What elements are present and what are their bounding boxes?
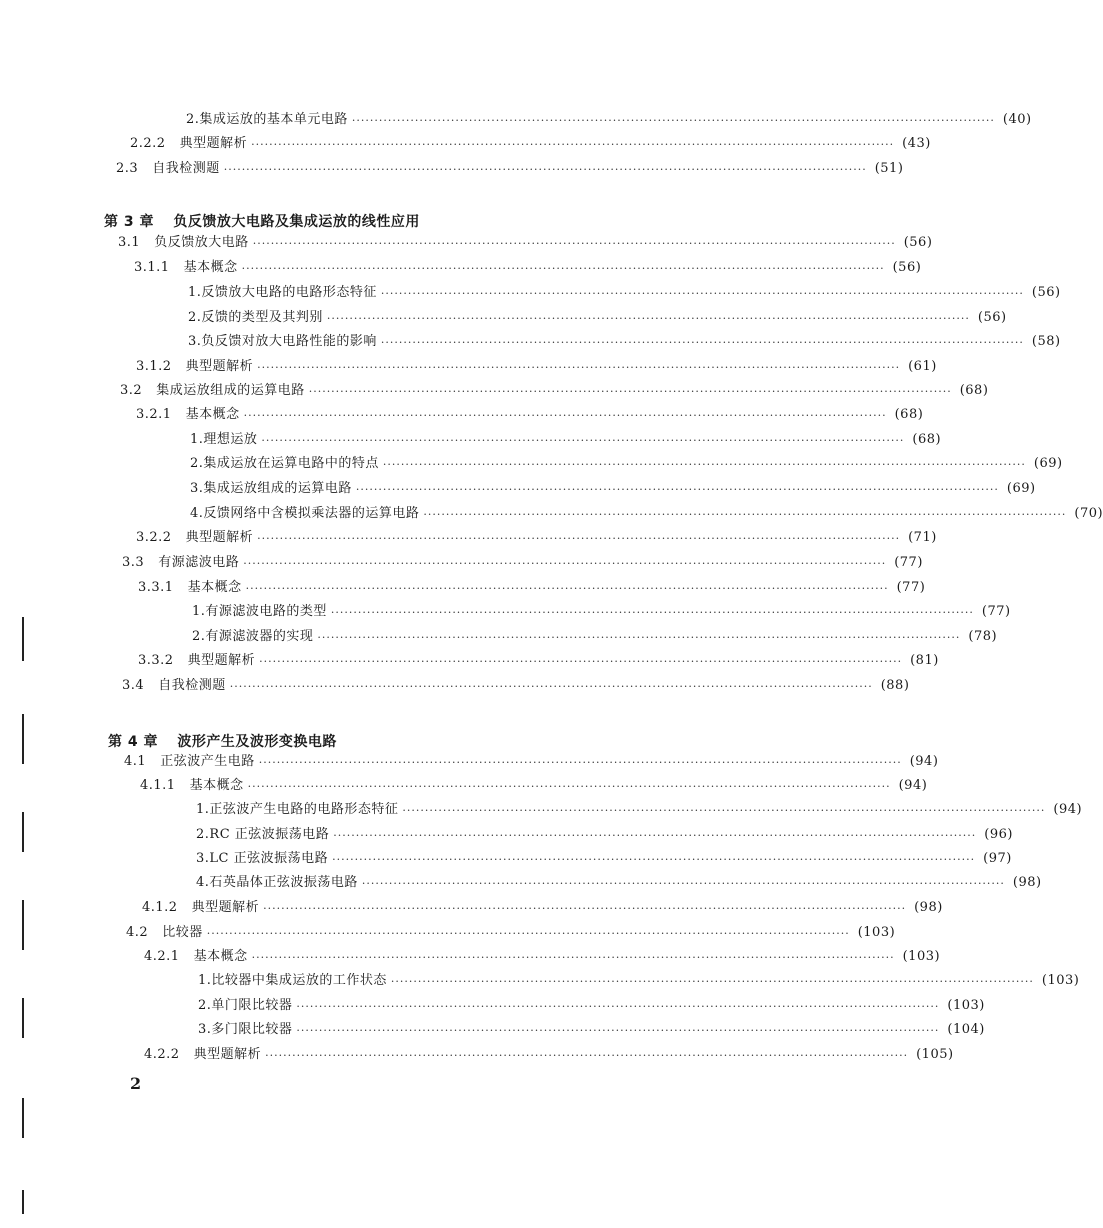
toc-entry-title: 1.有源滤波电路的类型 [192,604,327,619]
toc-entry-page: (68) [894,407,924,422]
toc-entry [198,1022,985,1038]
dot-leader: ··············································································································································· [332,853,976,866]
toc-entry-page: (94) [898,778,928,793]
toc-entry-title: 2.集成运放在运算电路中的特点 [190,456,379,471]
dot-leader: ··············································································································································· [251,951,895,964]
toc-entry-title: 典型题解析 [185,530,254,545]
toc-entry-page: (77) [981,604,1011,619]
toc-entry-title: 基本概念 [193,949,248,964]
toc-entry-title: 2.RC 正弦波振荡电路 [196,827,330,842]
toc-entry-page: (70) [1074,506,1103,521]
toc-entry-page: (81) [910,653,939,668]
toc-entry-page: (71) [908,530,937,545]
dot-leader: ··············································································································································· [402,804,1046,817]
toc-entry-number: 4.1 [124,754,147,769]
toc-entry-title: 1.比较器中集成运放的工作状态 [198,973,387,988]
toc-entry-number: 2.2.2 [130,136,166,151]
toc-entry-number: 4.1.2 [142,900,178,915]
toc-entry-number: 3.2 [120,383,143,398]
toc-entry-title: 2.有源滤波器的实现 [192,629,314,644]
toc-entry-title: 1.反馈放大电路的电路形态特征 [188,285,377,300]
toc-entry-number: 3.1.2 [136,359,172,374]
toc-entry [138,580,926,596]
dot-leader: ··············································································································································· [245,582,889,595]
chapter-title: 波形产生及波形变换电路 [177,734,337,750]
page-number: 2 [130,1074,142,1093]
dot-leader: ··············································································································································· [257,532,901,545]
toc-entry-page: (68) [959,383,989,398]
toc-entry [196,875,1042,891]
toc-entry-page: (51) [874,161,904,176]
toc-entry [198,998,985,1014]
toc-entry [130,136,931,152]
toc-entry [122,678,910,694]
toc-entry-title: 1.理想运放 [190,432,258,447]
toc-entry-number: 3.1 [118,235,141,250]
toc-entry-title: 自我检测题 [152,161,220,176]
toc-entry-title: 基本概念 [183,260,238,275]
toc-entry-number: 3.3.2 [138,653,174,668]
scan-margin-mark [22,1098,24,1138]
toc-entry-title: 基本概念 [189,778,244,793]
dot-leader: ··············································································································································· [380,287,1024,300]
dot-leader: ··············································································································································· [259,655,903,668]
toc-entry [192,629,998,645]
toc-entry-number: 3.2.2 [136,530,172,545]
chapter-title: 负反馈放大电路及集成运放的线性应用 [173,214,420,230]
dot-leader: ··············································································································································· [330,606,974,619]
toc-entry-title: 典型题解析 [193,1047,262,1062]
dot-leader: ··············································································································································· [423,508,1067,521]
toc-entry-page: (61) [908,359,937,374]
toc-entry-page: (77) [894,555,923,570]
dot-leader: ··············································································································································· [351,114,995,127]
toc-entry-title: 基本概念 [185,407,240,422]
dot-leader: ··············································································································································· [257,361,901,374]
toc-entry-page: (69) [1033,456,1063,471]
toc-entry-title: 2.单门限比较器 [198,998,293,1013]
toc-entry-number: 4.2.1 [144,949,180,964]
toc-entry [116,161,904,177]
toc-entry-title: 比较器 [162,925,203,940]
toc-entry [196,802,1083,818]
toc-entry-page: (56) [892,260,922,275]
toc-entry-title: 自我检测题 [158,678,226,693]
toc-entry-page: (77) [896,580,926,595]
toc-entry [142,900,943,916]
toc-entry-page: (78) [968,629,998,644]
toc-entry [188,334,1061,350]
toc-entry [122,555,923,571]
toc-entry [190,506,1103,522]
dot-leader: ··············································································································································· [252,237,896,250]
toc-entry [124,754,939,770]
toc-entry [138,653,939,669]
dot-leader: ··············································································································································· [296,1000,940,1013]
toc-entry-page: (105) [916,1047,954,1062]
dot-leader: ··············································································································································· [361,877,1005,890]
toc-entry-page: (103) [947,998,985,1013]
toc-entry [136,359,937,375]
toc-entry-page: (68) [912,432,942,447]
toc-entry [190,432,942,448]
toc-entry-page: (94) [1053,802,1083,817]
dot-leader: ··············································································································································· [308,385,952,398]
toc-entry [196,827,1013,843]
toc-entry-title: 3.负反馈对放大电路性能的影响 [188,334,377,349]
toc-entry-page: (88) [880,678,910,693]
dot-leader: ··············································································································································· [265,1049,909,1062]
toc-entry-page: (43) [902,136,931,151]
dot-leader: ··············································································································································· [355,483,999,496]
dot-leader: ··············································································································································· [229,680,873,693]
toc-entry [126,925,896,941]
toc-entry-title: 典型题解析 [187,653,256,668]
toc-entry-title: 3.多门限比较器 [198,1022,293,1037]
toc-entry-page: (104) [947,1022,985,1037]
scan-margin-mark [22,812,24,852]
dot-leader: ··············································································································································· [251,138,895,151]
toc-entry [136,407,924,423]
toc-entry-number: 4.2 [126,925,149,940]
toc-entry-title: 有源滤波电路 [158,555,240,570]
toc-entry-page: (69) [1006,481,1036,496]
toc-entry-page: (56) [903,235,933,250]
toc-entry-title: 2.集成运放的基本单元电路 [186,112,348,127]
dot-leader: ··············································································································································· [206,927,850,940]
toc-entry [186,112,1032,128]
scan-margin-mark [22,714,24,764]
toc-entry-title: 4.石英晶体正弦波振荡电路 [196,875,358,890]
toc-entry-title: 集成运放组成的运算电路 [156,383,305,398]
toc-entry-title: 3.LC 正弦波振荡电路 [196,851,329,866]
chapter-heading [104,211,420,231]
dot-leader: ··············································································································································· [263,902,907,915]
toc-entry-page: (97) [983,851,1012,866]
toc-entry [144,949,941,965]
dot-leader: ··············································································································································· [380,336,1024,349]
toc-entry [192,604,1011,620]
toc-entry-page: (56) [1031,285,1061,300]
toc-entry-page: (56) [977,310,1007,325]
toc-entry-title: 基本概念 [187,580,242,595]
dot-leader: ··············································································································································· [333,829,977,842]
toc-entry [136,530,937,546]
scan-margin-mark [22,617,24,661]
dot-leader: ··············································································································································· [390,975,1034,988]
dot-leader: ··············································································································································· [243,557,887,570]
toc-entry-title: 典型题解析 [179,136,248,151]
toc-entry-title: 负反馈放大电路 [154,235,249,250]
scan-margin-mark [22,998,24,1038]
dot-leader: ··············································································································································· [243,409,887,422]
dot-leader: ··············································································································································· [382,458,1026,471]
toc-entry-page: (96) [984,827,1013,842]
toc-entry [198,973,1080,989]
toc-entry-number: 3.3 [122,555,145,570]
dot-leader: ··············································································································································· [223,163,867,176]
toc-entry-page: (98) [1012,875,1042,890]
toc-entry-title: 典型题解析 [185,359,254,374]
toc-entry [118,235,933,251]
toc-entry-title: 2.反馈的类型及其判别 [188,310,323,325]
toc-entry [120,383,989,399]
toc-entry-page: (58) [1031,334,1061,349]
toc-entry [196,851,1012,867]
toc-entry-page: (103) [1041,973,1080,988]
toc-entry-number: 3.1.1 [134,260,170,275]
toc-entry-title: 典型题解析 [191,900,260,915]
toc-entry [190,456,1063,472]
toc-entry [190,481,1036,497]
toc-entry [134,260,922,276]
toc-entry-title: 3.集成运放组成的运算电路 [190,481,352,496]
toc-entry [188,285,1061,301]
toc-entry-page: (103) [902,949,941,964]
chapter-number: 第 4 章 [108,734,158,750]
dot-leader: ··············································································································································· [247,780,891,793]
toc-entry [188,310,1007,326]
toc-entry-number: 3.2.1 [136,407,172,422]
dot-leader: ··············································································································································· [326,312,970,325]
toc-entry-number: 4.1.1 [140,778,176,793]
toc-entry-number: 2.3 [116,161,139,176]
toc-entry-page: (103) [857,925,896,940]
toc-entry-title: 4.反馈网络中含模拟乘法器的运算电路 [190,506,420,521]
toc-entry-page: (40) [1002,112,1032,127]
dot-leader: ··············································································································································· [261,434,905,447]
toc-entry-title: 正弦波产生电路 [160,754,255,769]
scan-margin-mark [22,1190,24,1214]
toc-entry [144,1047,954,1063]
dot-leader: ··············································································································································· [258,756,902,769]
dot-leader: ··············································································································································· [241,262,885,275]
scan-margin-mark [22,900,24,950]
toc-entry-number: 4.2.2 [144,1047,180,1062]
toc-entry-number: 3.3.1 [138,580,174,595]
chapter-number: 第 3 章 [104,214,154,230]
toc-entry-page: (94) [909,754,939,769]
toc-entry-page: (98) [914,900,943,915]
dot-leader: ··············································································································································· [317,631,961,644]
toc-entry-number: 3.4 [122,678,145,693]
toc-entry-title: 1.正弦波产生电路的电路形态特征 [196,802,399,817]
toc-entry [140,778,928,794]
dot-leader: ··············································································································································· [296,1024,940,1037]
chapter-heading [108,731,337,751]
